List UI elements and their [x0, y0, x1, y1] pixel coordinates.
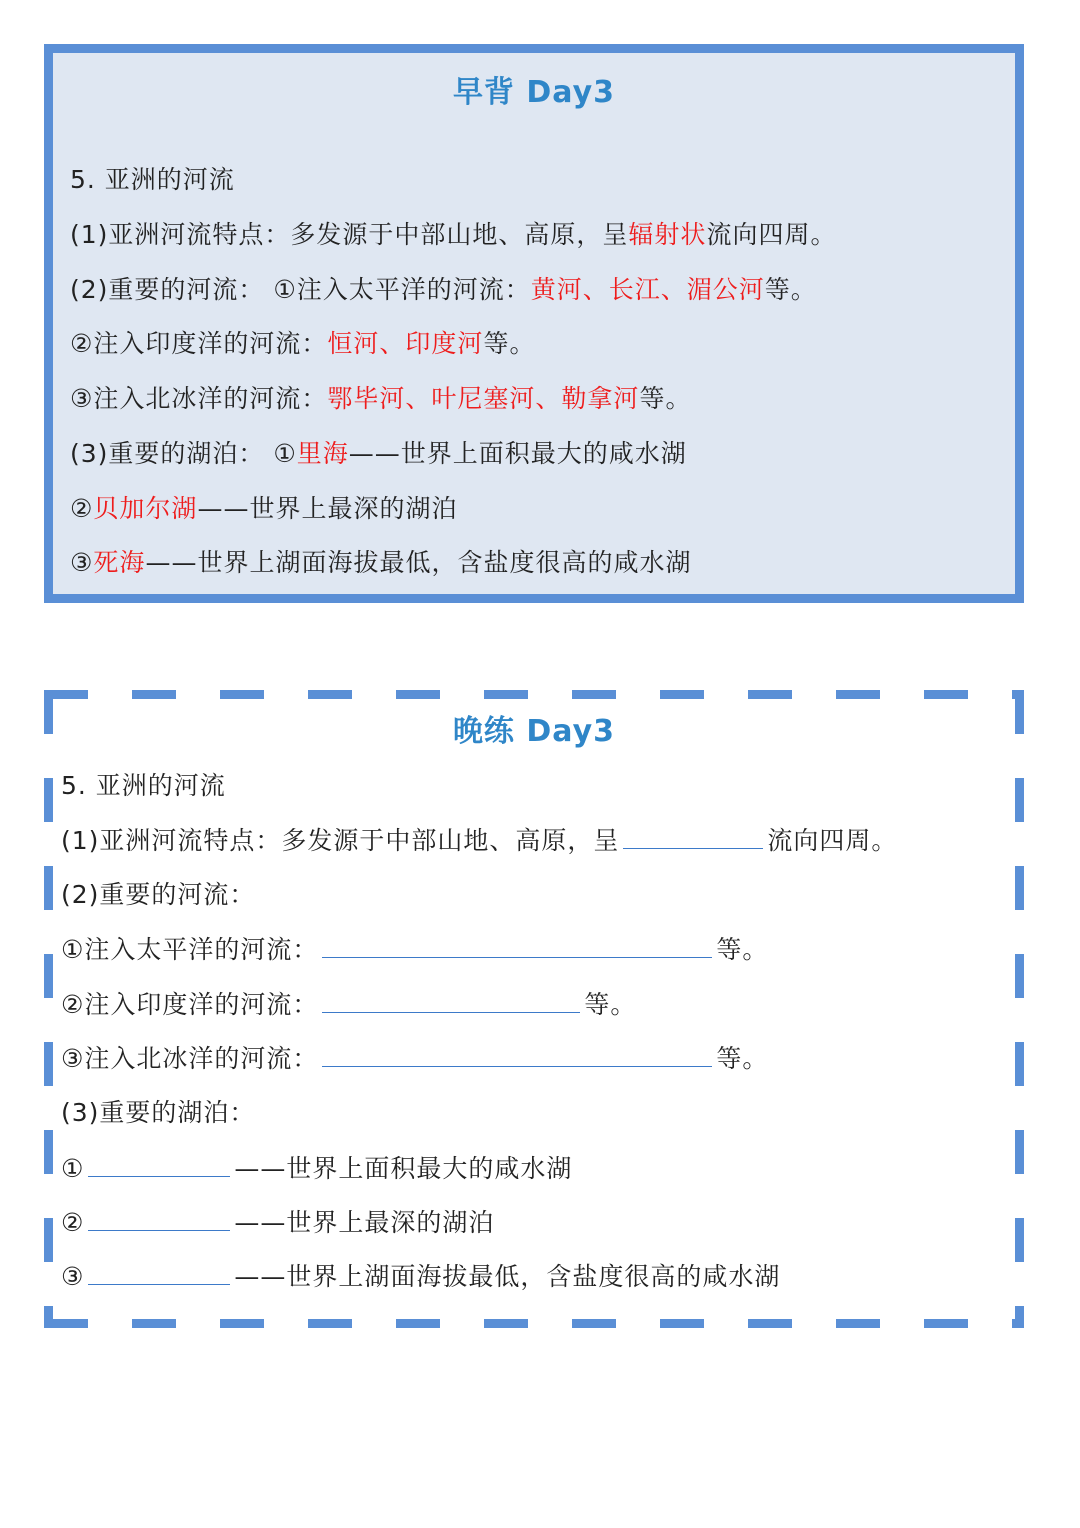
evening-line-7: ① ——世界上面积最大的咸水湖 [61, 1154, 573, 1183]
evening-line-3: ①注入太平洋的河流： 等。 [61, 935, 769, 964]
evening-line-1: (1)亚洲河流特点：多发源于中部山地、高原，呈 流向四周。 [61, 826, 898, 855]
evening-line-6: (3)重要的湖泊： [61, 1098, 256, 1127]
answer-highlight: 死海 [93, 548, 146, 577]
answer-highlight: 里海 [296, 439, 349, 468]
morning-review-card [44, 44, 1024, 603]
morning-section-heading: 5. 亚洲的河流 [70, 165, 235, 194]
fill-blank[interactable] [88, 1262, 230, 1285]
answer-highlight: 辐射状 [628, 220, 707, 249]
evening-practice-card [44, 690, 1024, 1328]
evening-line-2: (2)重要的河流： [61, 880, 256, 909]
morning-line-5: (3)重要的湖泊： ①里海——世界上面积最大的咸水湖 [70, 439, 687, 468]
morning-line-4: ③注入北冰洋的河流：鄂毕河、叶尼塞河、勒拿河等。 [70, 384, 692, 413]
answer-highlight: 鄂毕河、叶尼塞河、勒拿河 [327, 384, 640, 413]
evening-line-9: ③ ——世界上湖面海拔最低，含盐度很高的咸水湖 [61, 1262, 781, 1291]
fill-blank[interactable] [623, 826, 763, 849]
answer-highlight: 黄河、长江、湄公河 [530, 275, 765, 304]
fill-blank[interactable] [322, 1044, 712, 1067]
fill-blank[interactable] [88, 1154, 230, 1177]
morning-line-1: (1)亚洲河流特点：多发源于中部山地、高原，呈辐射状流向四周。 [70, 220, 837, 249]
evening-line-4: ②注入印度洋的河流： 等。 [61, 990, 637, 1019]
morning-line-7: ③死海——世界上湖面海拔最低，含盐度很高的咸水湖 [70, 548, 692, 577]
answer-highlight: 恒河、印度河 [327, 329, 484, 358]
fill-blank[interactable] [322, 990, 580, 1013]
evening-line-5: ③注入北冰洋的河流： 等。 [61, 1044, 769, 1073]
morning-line-3: ②注入印度洋的河流：恒河、印度河等。 [70, 329, 536, 358]
evening-title: 晚练 Day3 [452, 714, 616, 749]
fill-blank[interactable] [88, 1208, 230, 1231]
evening-line-8: ② ——世界上最深的湖泊 [61, 1208, 495, 1237]
morning-line-2: (2)重要的河流： ①注入太平洋的河流：黄河、长江、湄公河等。 [70, 275, 817, 304]
fill-blank[interactable] [322, 935, 712, 958]
morning-title: 早背 Day3 [452, 75, 616, 110]
evening-section-heading: 5. 亚洲的河流 [61, 771, 226, 800]
answer-highlight: 贝加尔湖 [93, 494, 198, 523]
morning-line-6: ②贝加尔湖——世界上最深的湖泊 [70, 494, 458, 523]
